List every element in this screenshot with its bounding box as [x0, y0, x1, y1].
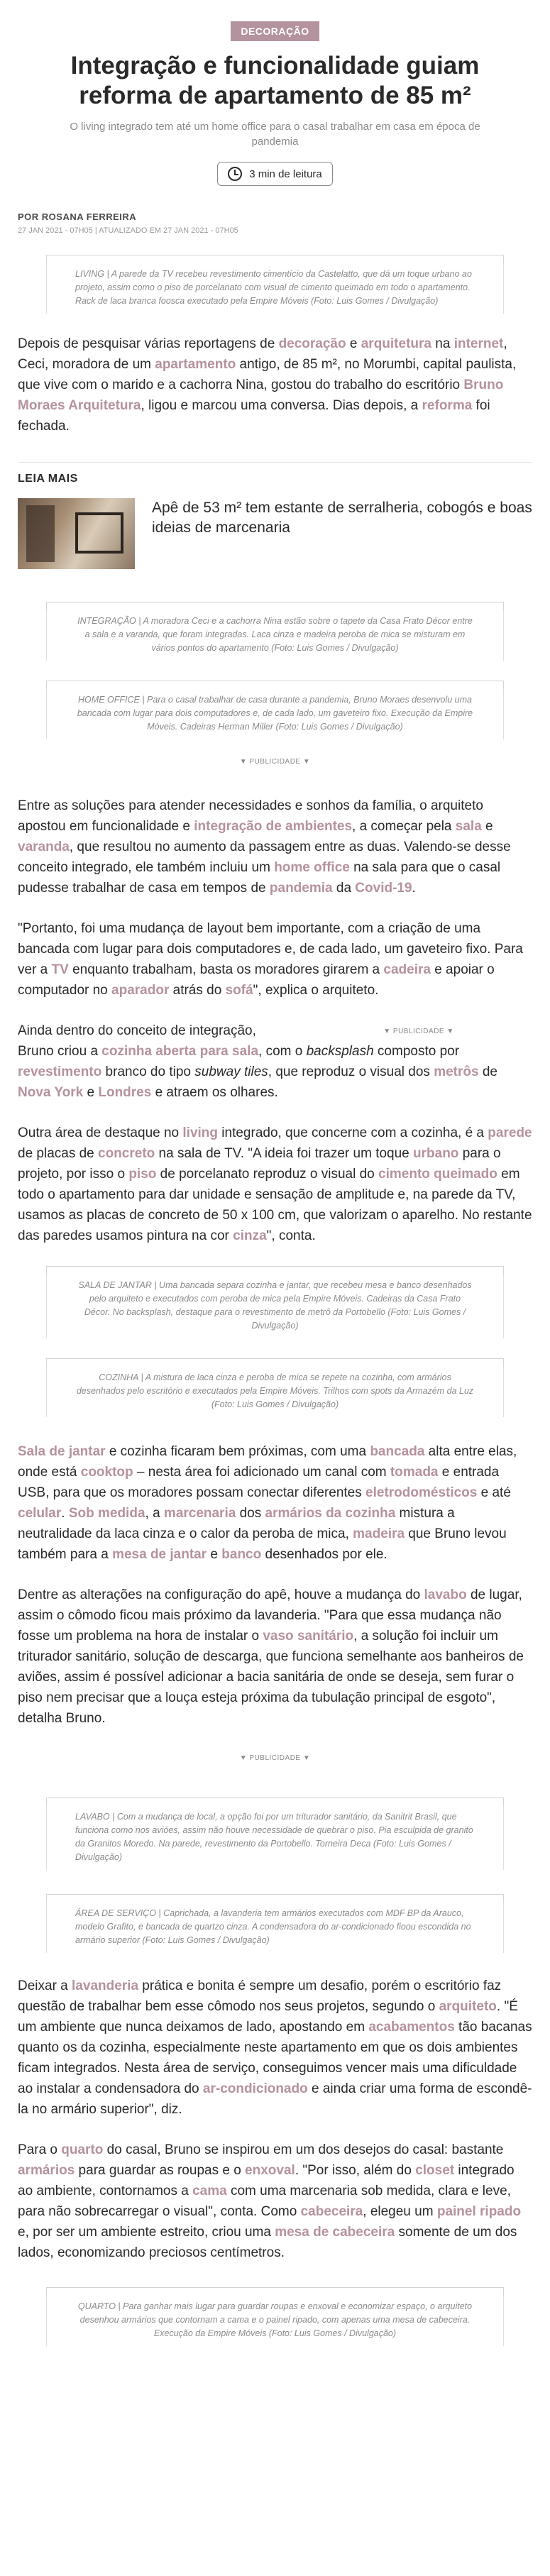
inline-link[interactable]: quarto [61, 2142, 104, 2157]
text-run: e cozinha ficaram bem próximas, com uma [105, 1444, 370, 1459]
text-run: , ligou e marcou uma conversa. Dias depois, a [141, 398, 422, 413]
inline-link[interactable]: varanda [18, 840, 70, 854]
inline-link[interactable]: lavabo [424, 1587, 467, 1602]
caption-integracao: INTEGRAÇÃO | A moradora Ceci e a cachorra Nina estão sobre o tapete da Casa Frato Décor entre a sala e a varanda, que foram integradas. Laca cinza e madeira peroba de mica se misturam em vários pontos do apartamento (Foto: Luis Gomes / Divulgação) [46, 610, 504, 661]
text-run: de placas de [18, 1146, 99, 1161]
leia-mais-thumbnail[interactable] [18, 498, 135, 569]
text-run: , elegeu um [363, 2204, 437, 2219]
inline-link[interactable]: apartamento [155, 357, 236, 372]
inline-link[interactable]: cimento queimado [378, 1167, 497, 1182]
category-tag[interactable]: DECORAÇÃO [231, 21, 319, 41]
text-run: , Ceci, moradora de um [18, 336, 507, 372]
inline-link[interactable]: madeira [353, 1526, 405, 1541]
inline-link[interactable]: sala [455, 819, 482, 834]
inline-link[interactable]: tomada [390, 1465, 439, 1480]
text-run: desenhados por ele. [261, 1547, 387, 1562]
inline-link[interactable]: aparador [111, 983, 170, 998]
inline-link[interactable]: arquiteto [439, 1999, 497, 2014]
caption-lavabo: LAVABO | Com a mudança de local, a opção foi por um triturador sanitário, da Sanitrit Brasil, que funciona como nos avióes, assim não houve necessidade de quebrar o piso. Pia esculpida de granito da Granitos Moredo. Na parede, revestimento da Portobello. Torneira Deca (Foto: Luis Gomes / Divulgação) [46, 1806, 504, 1870]
figure-area-servico [18, 1894, 532, 1953]
text-run: na [431, 336, 454, 351]
caption-sala-jantar: SALA DE JANTAR | Uma bancada separa cozinha e jantar, que recebeu mesa e banco desenhados pelo arquiteto e executados com peroba de mica pela Empire Móveis. Cadeiras da Casa Frato Décor. No backsplash, destaque para o revestimento de metrô da Portobello (Foto: Luis Gomes / Divulgação) [46, 1275, 504, 1338]
clock-icon [228, 167, 242, 181]
text-run: antigo, de 85 m², no Morumbi, capital paulista, que vive com o marido e a cachorra Nina, gostou do trabalho do escritório [18, 357, 517, 392]
inline-link[interactable]: Nova York [18, 1085, 84, 1100]
inline-link[interactable]: ar-condicionado [202, 2081, 308, 2096]
paragraph [18, 1585, 532, 1729]
text-run: na sala de TV. "A ideia foi trazer um toque [155, 1146, 414, 1161]
text-run: em todo o apartamento para dar unidade e sensação de amplitude e, na parede da TV, usamos as placas de concreto de 50 x 100 cm, que valorizam o aparelho. No restante das paredes usamos pintura na cor [18, 1167, 532, 1243]
inline-link[interactable]: urbano [413, 1146, 459, 1161]
inline-link[interactable]: pandemia [269, 881, 333, 896]
image-lavabo [46, 1798, 504, 1806]
text-run: e [346, 336, 361, 351]
read-time-badge [217, 162, 333, 186]
inline-link[interactable]: revestimento [18, 1064, 102, 1079]
italic-text: subway tiles [194, 1064, 268, 1079]
text-run: integrado ao ambiente, contornamos a [18, 2163, 515, 2198]
ad-label: ▼ PUBLICIDADE ▼ [239, 758, 311, 766]
inline-link[interactable]: cooktop [80, 1465, 133, 1480]
text-run: Outra área de destaque no [18, 1125, 183, 1140]
text-run: . "É um ambiente que nunca deixamos de lado, apostando em [18, 1999, 518, 2035]
inline-link[interactable]: cinza [233, 1228, 267, 1243]
inline-link[interactable]: reforma [422, 398, 473, 413]
inline-link[interactable]: bancada [370, 1444, 425, 1459]
caption-home-office: HOME OFFICE | Para o casal trabalhar de casa durante a pandemia, Bruno Moraes desenvolu uma bancada com lugar para dois computadores e, de cada lado, um gaveteiro fixo. Execução da Empire Móveis. Cadeiras Herman Miller (Foto: Luis Gomes / Divulgação) [46, 689, 504, 739]
image-cozinha [46, 1358, 504, 1367]
inline-link[interactable]: Sob medida [68, 1506, 145, 1521]
figure-lavabo [18, 1798, 532, 1870]
inline-link[interactable]: Londres [98, 1085, 152, 1100]
inline-link[interactable]: metrôs [434, 1064, 479, 1079]
image-sala-jantar [46, 1266, 504, 1275]
paragraph [18, 1441, 532, 1565]
text-run: para o projeto, por isso o [18, 1146, 501, 1182]
text-run: e [83, 1085, 99, 1100]
inline-link[interactable]: arquitetura [361, 336, 431, 351]
text-run: de porcelanato reproduz o visual do [156, 1167, 379, 1182]
text-run: ", explica o arquiteto. [253, 983, 379, 998]
inline-link[interactable]: Covid-19 [355, 881, 412, 896]
paragraph [18, 918, 532, 1001]
text-run: e até [477, 1485, 511, 1500]
inline-link[interactable]: Sala de jantar [18, 1444, 106, 1459]
text-run: que Bruno levou também para a [18, 1526, 507, 1562]
text-run: Dentre as alterações na configuração do apê, houve a mudança do [18, 1587, 424, 1602]
text-run: e [207, 1547, 222, 1562]
inline-link[interactable]: mesa de jantar [112, 1547, 207, 1562]
publish-dates: 27 JAN 2021 - 07H05 | ATUALIZADO EM 27 JAN 2021 - 07H05 [18, 226, 238, 235]
inline-link[interactable]: cabeceira [300, 2204, 363, 2219]
leia-mais-title[interactable]: Apê de 53 m² tem estante de serralheria, cobogós e boas ideias de marcenaria [152, 500, 532, 536]
text-run: de lugar, assim o cômodo ficou mais próximo da lavanderia. "Para que essa mudança não fosse um problema na hora de instalar o [18, 1587, 522, 1644]
inline-link[interactable]: painel ripado [436, 2204, 522, 2219]
article-subtitle: O living integrado tem até um home office para o casal trabalhar em casa em época de pandemia [70, 121, 480, 148]
text-run: foi fechada. [18, 398, 490, 434]
text-run: Ainda dentro do conceito de integração, Bruno criou a [18, 1023, 256, 1059]
text-run: Depois de pesquisar várias reportagens de [18, 336, 279, 351]
inline-link[interactable]: sofá [225, 983, 253, 998]
figure-integracao [18, 602, 532, 661]
inline-link[interactable]: enxoval [245, 2163, 295, 2178]
text-run: , que reproduz o visual dos [268, 1064, 434, 1079]
paragraph [18, 2140, 532, 2263]
text-run: de [478, 1064, 497, 1079]
text-run: , com o [258, 1044, 307, 1059]
text-run: e apoiar o computador no [18, 962, 495, 998]
caption-cozinha: COZINHA | A mistura de laca cinza e peroba de mica se repete na cozinha, com armários desenhados pelo escritório e executados pela Empire Móveis. Trilhos com spots da Armazém da Luz (Foto: Luis Gomes / Divulgação) [46, 1367, 504, 1417]
text-run: . [61, 1506, 69, 1521]
text-run: composto por [373, 1044, 460, 1059]
text-run: mistura a neutralidade da laca cinza e o calor da peroba de mica, [18, 1506, 455, 1541]
inline-link[interactable]: armários da cozinha [265, 1506, 396, 1521]
figure-home-office [18, 681, 532, 739]
image-quarto [46, 2287, 504, 2296]
text-run: na sala para que o casal pudesse trabalhar de casa em tempos de [18, 860, 501, 896]
figure-cozinha [18, 1358, 532, 1417]
image-area-servico [46, 1894, 504, 1903]
text-run: dos [236, 1506, 265, 1521]
text-run: , a [145, 1506, 164, 1521]
paragraph [18, 334, 532, 436]
inline-link[interactable]: armários [18, 2163, 75, 2178]
image-home-office [46, 681, 504, 689]
inline-link[interactable]: marcenaria [163, 1506, 236, 1521]
inline-link[interactable]: cama [192, 2184, 227, 2198]
caption-living: LIVING | A parede da TV recebeu revestimento cimentício da Castelatto, que dá um toque urbano ao projeto, assim como o piso de porcelanato com visual de cimento queimado em todo o apartamento. Rack de laca branca foosca executado pela Empire Móveis (Foto: Luis Gomes / Divulgação) [46, 263, 504, 314]
text-run: prática e bonita é sempre um desafio, porém o escritório faz questão de trabalhar bem esse cômodo nos seus projetos, segundo o [18, 1978, 502, 2014]
inline-link[interactable]: internet [453, 336, 504, 351]
text-run: do casal, Bruno se inspirou em um dos desejos do casal: bastante [103, 2142, 504, 2157]
inline-link[interactable]: celular [18, 1506, 62, 1521]
inline-link[interactable]: home office [274, 860, 350, 875]
text-run: branco do tipo [101, 1064, 195, 1079]
paragraph [18, 1976, 532, 2120]
inline-link[interactable]: banco [221, 1547, 262, 1562]
text-run: enquanto trabalham, basta os moradores girarem a [68, 962, 384, 977]
text-run: somente de um dos lados, economizando preciosos centímetros. [18, 2225, 517, 2260]
article-title: Integração e funcionalidade guiam reforma de apartamento de 85 m² [70, 52, 480, 109]
author-byline: POR ROSANA FERREIRA [18, 211, 137, 222]
ad-label-inline: ▼ PUBLICIDADE ▼ [383, 1028, 454, 1035]
image-living [46, 255, 504, 263]
inline-link[interactable]: closet [415, 2163, 455, 2178]
text-run: . [412, 881, 416, 896]
text-run: Entre as soluções para atender necessidades e sonhos da família, o arquiteto apostou em funcionalidade e [18, 798, 483, 834]
figure-quarto [18, 2287, 532, 2346]
caption-area-servico: ÁREA DE SERVIÇO | Caprichada, a lavanderia tem armários executados com MDF BP da Arauco, modelo Grafito, e bancada de quartzo cinza. A condensadora do ar-condicionado fioou escondida no armário superior (Foto: Luis Gomes / Divulgação) [46, 1903, 504, 1953]
caption-quarto: QUARTO | Para ganhar mais lugar para guardar roupas e enxoval e economizar espaço, o arquiteto desenhou armários que contornam a cama e o painel ripado, com apenas uma mesa de cabeceira. Execução da Empire Móveis (Foto: Luis Gomes / Divulgação) [46, 2296, 504, 2346]
figure-living [18, 255, 532, 314]
text-run: ", conta. [266, 1228, 316, 1243]
text-run: – nesta área foi adicionado um canal com [133, 1465, 390, 1480]
inline-link[interactable]: lavanderia [72, 1978, 139, 1993]
text-run: e ainda criar uma forma de escondê-la no armário superior", diz. [18, 2081, 532, 2117]
inline-link[interactable]: TV [51, 962, 69, 977]
figure-sala-jantar [18, 1266, 532, 1338]
text-run: com uma marcenaria sob medida, clara e leve, para não sobrecarregar o visual", conta. Como [18, 2184, 511, 2219]
inline-link[interactable]: vaso sanitário [263, 1629, 354, 1644]
read-time-text: 3 min de leitura [249, 167, 322, 180]
leia-mais-card[interactable] [18, 498, 532, 569]
leia-mais-heading: LEIA MAIS [18, 473, 78, 485]
inline-link[interactable]: living [182, 1125, 219, 1140]
inline-link[interactable]: eletrodomésticos [365, 1485, 478, 1500]
text-run: tão bacanas quanto os da cozinha, especialmente neste apartamento em que os dois ambientes ficam integrados. Nesta área de serviço, conseguimos vencer mais uma dificuldade ao instalar a condensadora do [18, 2020, 532, 2096]
inline-link[interactable]: parede [488, 1125, 532, 1140]
text-run: Deixar a [18, 1978, 72, 1993]
text-run: para guardar as roupas e o [75, 2163, 246, 2178]
image-integracao [46, 602, 504, 610]
paragraph [18, 796, 532, 898]
inline-link[interactable]: cozinha aberta para sala [101, 1044, 259, 1059]
text-run: alta entre elas, onde está [18, 1444, 517, 1480]
inline-link[interactable]: Bruno Moraes Arquitetura [18, 378, 504, 413]
text-run: "Portanto, foi uma mudança de layout bem importante, com a criação de uma bancada com lugar para dois computadores e, de cada lado, um gaveteiro fixo. Para ver a [18, 921, 523, 977]
ad-label: ▼ PUBLICIDADE ▼ [239, 1754, 311, 1762]
text-run: , que resultou no aumento da passagem entre as duas. Valendo-se desse conceito integrado, ele também incluiu um [18, 840, 511, 875]
text-run: e, por ser um ambiente estreito, criou uma [18, 2225, 275, 2240]
text-run: Para o [18, 2142, 62, 2157]
italic-text: backsplash [306, 1044, 374, 1059]
inline-link[interactable]: concreto [98, 1146, 155, 1161]
text-run: da [332, 881, 356, 896]
inline-link[interactable]: cadeira [383, 962, 431, 977]
text-run: e entrada USB, para que os moradores possam conectar diferentes [18, 1465, 500, 1500]
inline-link[interactable]: mesa de cabeceira [275, 2225, 395, 2240]
inline-link[interactable]: acabamentos [368, 2020, 455, 2035]
inline-link[interactable]: integração de ambientes [194, 819, 353, 834]
text-run: integrado, que concerne com a cozinha, é a [218, 1125, 488, 1140]
text-run: , a começar pela [352, 819, 456, 834]
paragraph [18, 1123, 532, 1246]
inline-link[interactable]: decoração [278, 336, 346, 351]
text-run: , a solução foi incluir um triturador sanitário, solução de descarga, que funciona semelhante aos banheiros de aviões, assim é possível adicionar a bacia sanitária de onde se deseja, sem furar o piso nem precisar que a louça esteja próxima da tubulação principal de esgoto", detalha Bruno. [18, 1629, 524, 1726]
leia-mais-section [18, 462, 532, 569]
text-run: e [481, 819, 493, 834]
text-run: atrás do [169, 983, 226, 998]
text-run: . "Por isso, além do [295, 2163, 416, 2178]
text-run: e atraem os olhares. [151, 1085, 278, 1100]
inline-link[interactable]: piso [128, 1167, 157, 1182]
